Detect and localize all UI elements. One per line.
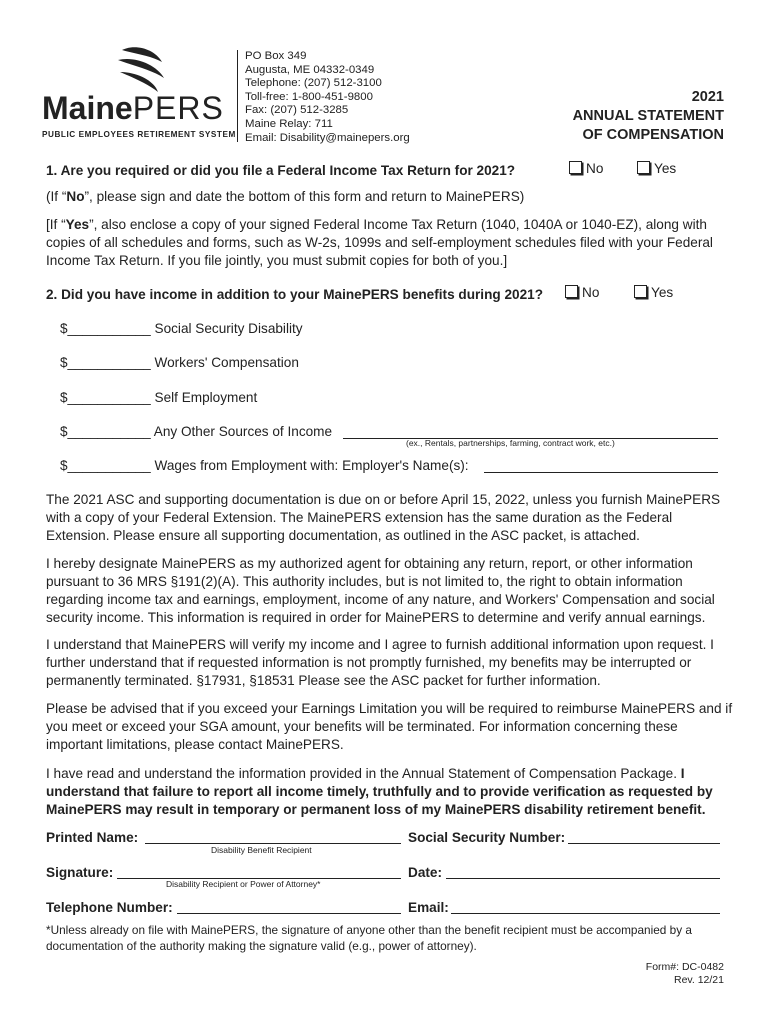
logo-word-maine: Maine — [42, 90, 133, 126]
q2-question: 2. Did you have income in addition to your MainePERS benefits during 2021? — [46, 287, 544, 302]
address-line: Fax: (207) 512-3285 — [245, 104, 349, 117]
address-line: PO Box 349 — [245, 50, 307, 62]
logo-subtitle: PUBLIC EMPLOYEES RETIREMENT SYSTEM — [42, 130, 236, 139]
signature-label: Signature: — [46, 865, 114, 880]
address-line: Telephone: (207) 512-3100 — [245, 77, 382, 90]
note-text: ”, also enclose a copy of your signed Federal Income Tax Return (1040, 1040A or 1040-EZ), along with copies of all schedules and forms, such as W-2s, 1099s and self-employment schedules filed with your Federal Income Tax Return. If you file jointly, you must submit copies for both of you.] — [46, 217, 713, 268]
employer-name-line[interactable] — [484, 472, 718, 473]
address-block — [245, 50, 410, 145]
q2-no-option[interactable] — [565, 284, 599, 302]
title-line2: OF COMPENSATION — [582, 127, 724, 143]
address-line: Augusta, ME 04332-0349 — [245, 63, 375, 76]
q1-question: 1. Are you required or did you file a Federal Income Tax Return for 2021? — [46, 163, 516, 178]
q1-yes-label: Yes — [654, 161, 677, 176]
paragraph-authorization: I hereby designate MainePERS as my authorized agent for obtaining any return, report, or other information pursuant to 36 MRS §191(2)(A). This authority includes, but is not limited to, the right to obtain information regarding income tax and earnings, employment, income of any nature, and Workers' Compensation and social security income. This information is required in order for MainePERS to determine and verify annual earnings. — [46, 556, 715, 625]
printed-name-label: Printed Name: — [46, 830, 139, 845]
form-number-text: Form#: DC-0482 — [645, 961, 724, 973]
ack-bold-text: I understand that failure to report all income timely, truthfully and to provide verification as requested by MainePERS may result in temporary or permanent loss of my MainePERS disability retirement benefit. — [46, 766, 713, 817]
address-line: Toll-free: 1-800-451-9800 — [245, 90, 373, 103]
ack-text: I have read and understand the information provided in the Annual Statement of Compensation Package. — [46, 766, 678, 781]
paragraph-earnings-limit: Please be advised that if you exceed your Earnings Limitation you will be required to reimburse MainePERS and if you meet or exceed your SGA amount, your benefits will be terminated. For information concerning these important limitations, please contact MainePERS. — [46, 701, 733, 752]
q2-yes-label: Yes — [651, 285, 674, 300]
income-wages[interactable]: $___________ Wages from Employment with: Employer's Name(s): — [60, 458, 469, 473]
date-label: Date: — [408, 865, 442, 880]
title-year: 2021 — [691, 89, 724, 105]
form-number — [646, 961, 724, 987]
footnote: *Unless already on file with MainePERS, the signature of anyone other than the benefit recipient must be accompanied by a documentation of the authority making the signature valid (e.g., power of attorney). — [46, 923, 692, 953]
q2-yes-checkbox[interactable] — [634, 285, 647, 298]
address-line: Email: Disability@mainepers.org — [245, 131, 410, 144]
q1-yes-checkbox[interactable] — [637, 161, 650, 174]
email-line[interactable] — [451, 913, 720, 914]
logo — [42, 44, 242, 144]
income-other-sources[interactable]: $___________ Any Other Sources of Income — [60, 424, 333, 439]
logo-word-pers: PERS — [132, 90, 224, 126]
paragraph-acknowledgement — [46, 765, 734, 819]
ssn-line[interactable] — [568, 843, 720, 844]
q2-yes-option[interactable] — [634, 284, 673, 302]
q2-no-checkbox[interactable] — [565, 285, 578, 298]
q1-no-label: No — [586, 161, 604, 176]
income-workers-comp[interactable]: $___________ Workers' Compensation — [60, 355, 299, 370]
income-social-security[interactable]: $___________ Social Security Disability — [60, 321, 303, 336]
ssn-label: Social Security Number: — [408, 830, 566, 845]
q2-no-label: No — [582, 285, 600, 300]
printed-name-hint: Disability Benefit Recipient — [211, 845, 312, 855]
note-bold: Yes — [65, 217, 90, 232]
address-line: Maine Relay: 711 — [245, 117, 333, 130]
revision-text: Rev. 12/21 — [673, 974, 724, 986]
signature-hint: Disability Recipient or Power of Attorney* — [166, 879, 321, 889]
email-label: Email: — [408, 900, 449, 915]
logo-leaf-icon — [114, 44, 174, 96]
telephone-line[interactable] — [177, 913, 401, 914]
note-text: [If “ — [46, 217, 66, 232]
q1-if-yes-note — [46, 216, 734, 270]
income-self-employment[interactable]: $___________ Self Employment — [60, 390, 258, 405]
q1-no-option[interactable] — [569, 160, 603, 178]
other-income-hint: (ex., Rentals, partnerships, farming, contract work, etc.) — [406, 438, 615, 448]
printed-name-line[interactable] — [145, 843, 401, 844]
note-text: (If “ — [46, 189, 67, 204]
q1-if-no-note — [46, 188, 524, 206]
note-text: ”, please sign and date the bottom of this form and return to MainePERS) — [84, 189, 525, 204]
paragraph-due-date: The 2021 ASC and supporting documentation is due on or before April 15, 2022, unless you furnish MainePERS with a copy of your Federal Extension. The MainePERS extension has the same duration as the Federal Extension. Please ensure all supporting documentation, as outlined in the ASC packet, is attached. — [46, 492, 721, 543]
q1-yes-option[interactable] — [637, 160, 676, 178]
note-bold: No — [66, 189, 85, 204]
paragraph-verification: I understand that MainePERS will verify my income and I agree to furnish additional information upon request. I further understand that if requested information is not promptly furnished, my benefits may be interrupted or permanently terminated. §17931, §18531 Please see the ASC packet for further information. — [46, 637, 714, 688]
header-divider — [237, 50, 238, 142]
q1-no-checkbox[interactable] — [569, 161, 582, 174]
form-title — [573, 88, 724, 145]
date-line[interactable] — [446, 878, 720, 879]
title-line1: ANNUAL STATEMENT — [572, 108, 724, 124]
telephone-label: Telephone Number: — [46, 900, 173, 915]
